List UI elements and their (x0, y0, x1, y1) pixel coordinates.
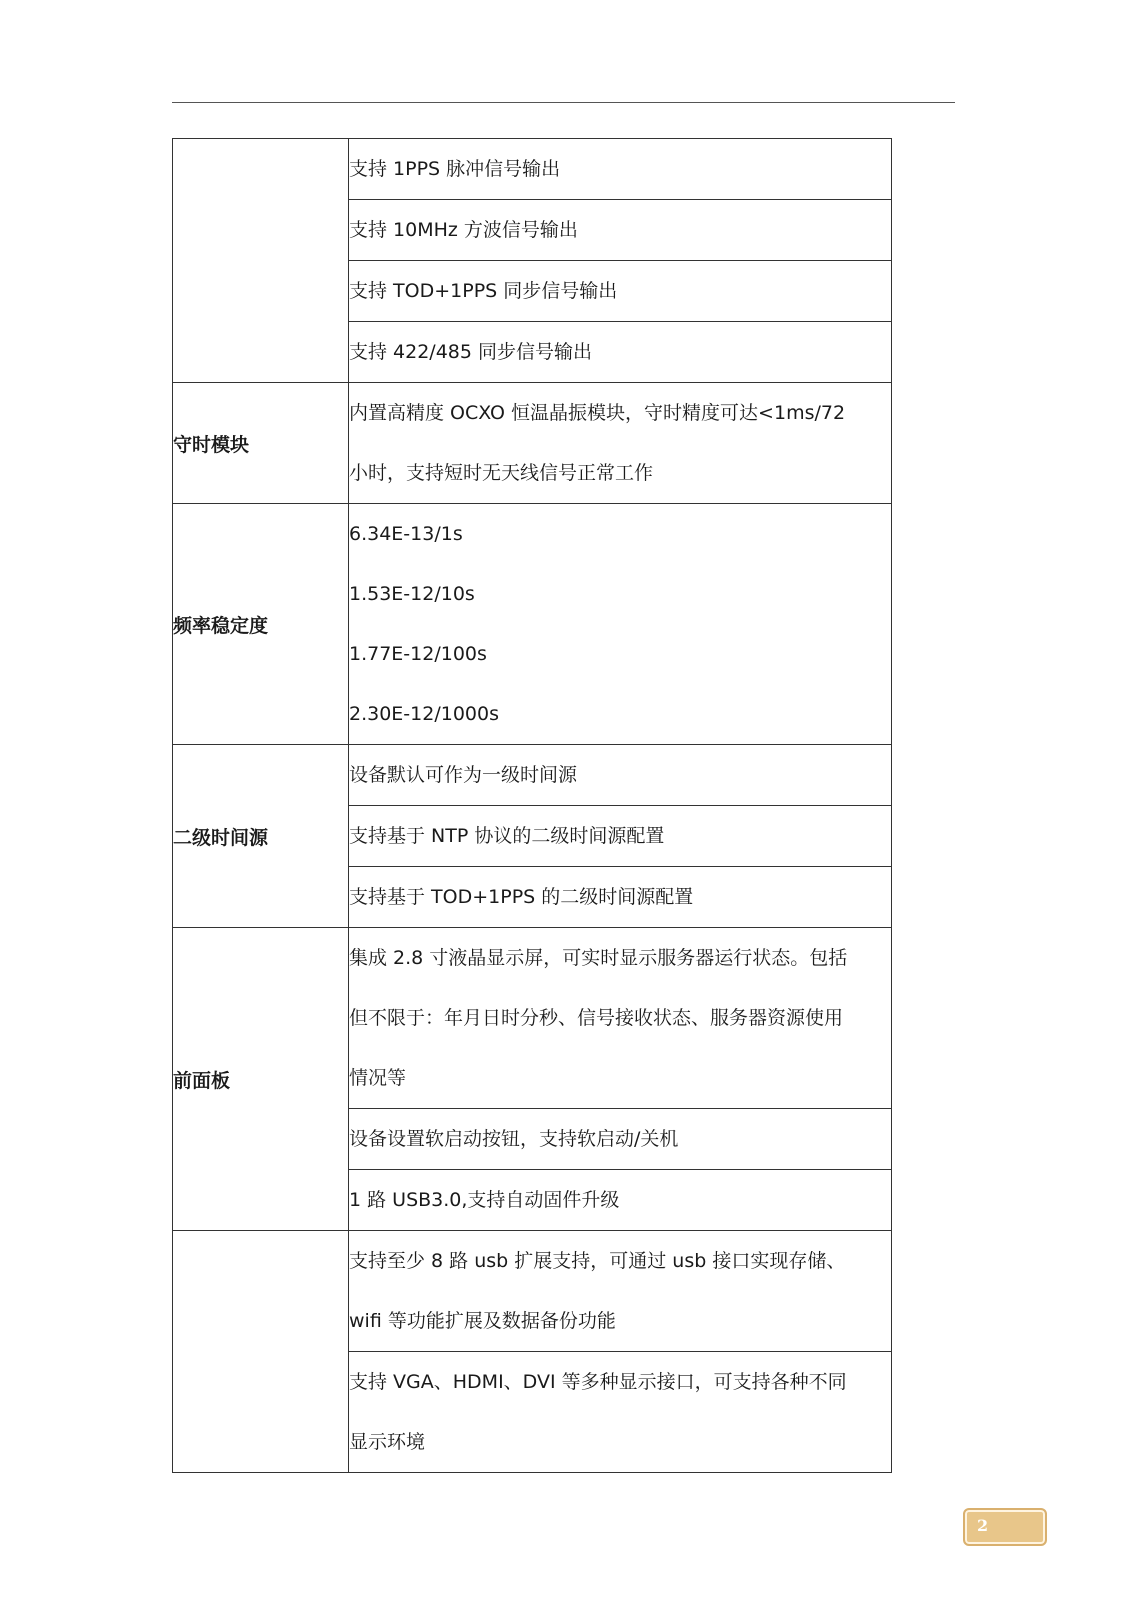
table-row (173, 745, 892, 806)
page-number-badge (963, 1508, 1047, 1546)
spec-value-cell (349, 261, 892, 322)
spec-value-line: 支持 1PPS 脉冲信号输出 (349, 158, 561, 180)
table-row (173, 383, 892, 504)
table-row (173, 504, 892, 745)
spec-value-cell (349, 504, 892, 745)
row-label: 二级时间源 (173, 745, 349, 928)
spec-value-cell (349, 1109, 892, 1170)
spec-value-cell (349, 1170, 892, 1231)
spec-value-cell (349, 1231, 892, 1352)
row-label: 前面板 (173, 928, 349, 1231)
table-row (173, 139, 892, 200)
spec-value-cell (349, 806, 892, 867)
spec-value-line: 设备设置软启动按钮，支持软启动/关机 (349, 1128, 679, 1150)
spec-value-line: 支持 422/485 同步信号输出 (349, 341, 593, 363)
spec-value-cell (349, 867, 892, 928)
page-number: 2 (977, 1516, 989, 1535)
spec-value-line: 6.34E-13/1s (349, 523, 463, 545)
spec-value-cell (349, 745, 892, 806)
spec-value-line: 支持 10MHz 方波信号输出 (349, 219, 578, 241)
spec-value-line: 1.77E-12/100s (349, 643, 487, 665)
spec-table (172, 138, 892, 1473)
spec-value-cell (349, 1352, 892, 1473)
spec-value-line: 支持 TOD+1PPS 同步信号输出 (349, 280, 618, 302)
spec-value-cell (349, 322, 892, 383)
row-label (173, 139, 349, 383)
spec-value-cell (349, 139, 892, 200)
spec-value-line: wifi 等功能扩展及数据备份功能 (349, 1310, 616, 1332)
header-rule (172, 102, 955, 103)
spec-value-line: 但不限于：年月日时分秒、信号接收状态、服务器资源使用 (349, 1007, 844, 1029)
spec-value-cell (349, 383, 892, 504)
spec-value-line: 支持基于 TOD+1PPS 的二级时间源配置 (349, 886, 694, 908)
row-label: 守时模块 (173, 383, 349, 504)
spec-value-line: 情况等 (349, 1067, 407, 1089)
spec-value-line: 显示环境 (349, 1431, 426, 1453)
spec-value-line: 支持基于 NTP 协议的二级时间源配置 (349, 825, 665, 847)
spec-value-line: 1 路 USB3.0,支持自动固件升级 (349, 1189, 620, 1211)
spec-value-line: 2.30E-12/1000s (349, 703, 499, 725)
row-label (173, 1231, 349, 1473)
spec-value-line: 1.53E-12/10s (349, 583, 475, 605)
spec-value-line: 支持至少 8 路 usb 扩展支持，可通过 usb 接口实现存储、 (349, 1250, 846, 1272)
spec-value-line: 集成 2.8 寸液晶显示屏，可实时显示服务器运行状态。包括 (349, 947, 848, 969)
spec-value-cell (349, 200, 892, 261)
spec-value-line: 支持 VGA、HDMI、DVI 等多种显示接口，可支持各种不同 (349, 1371, 847, 1393)
spec-value-line: 小时，支持短时无天线信号正常工作 (349, 462, 654, 484)
table-row (173, 1231, 892, 1352)
table-row (173, 928, 892, 1109)
spec-value-cell (349, 928, 892, 1109)
spec-value-line: 内置高精度 OCXO 恒温晶振模块，守时精度可达<1ms/72 (349, 402, 846, 424)
spec-value-line: 设备默认可作为一级时间源 (349, 764, 578, 786)
row-label: 频率稳定度 (173, 504, 349, 745)
